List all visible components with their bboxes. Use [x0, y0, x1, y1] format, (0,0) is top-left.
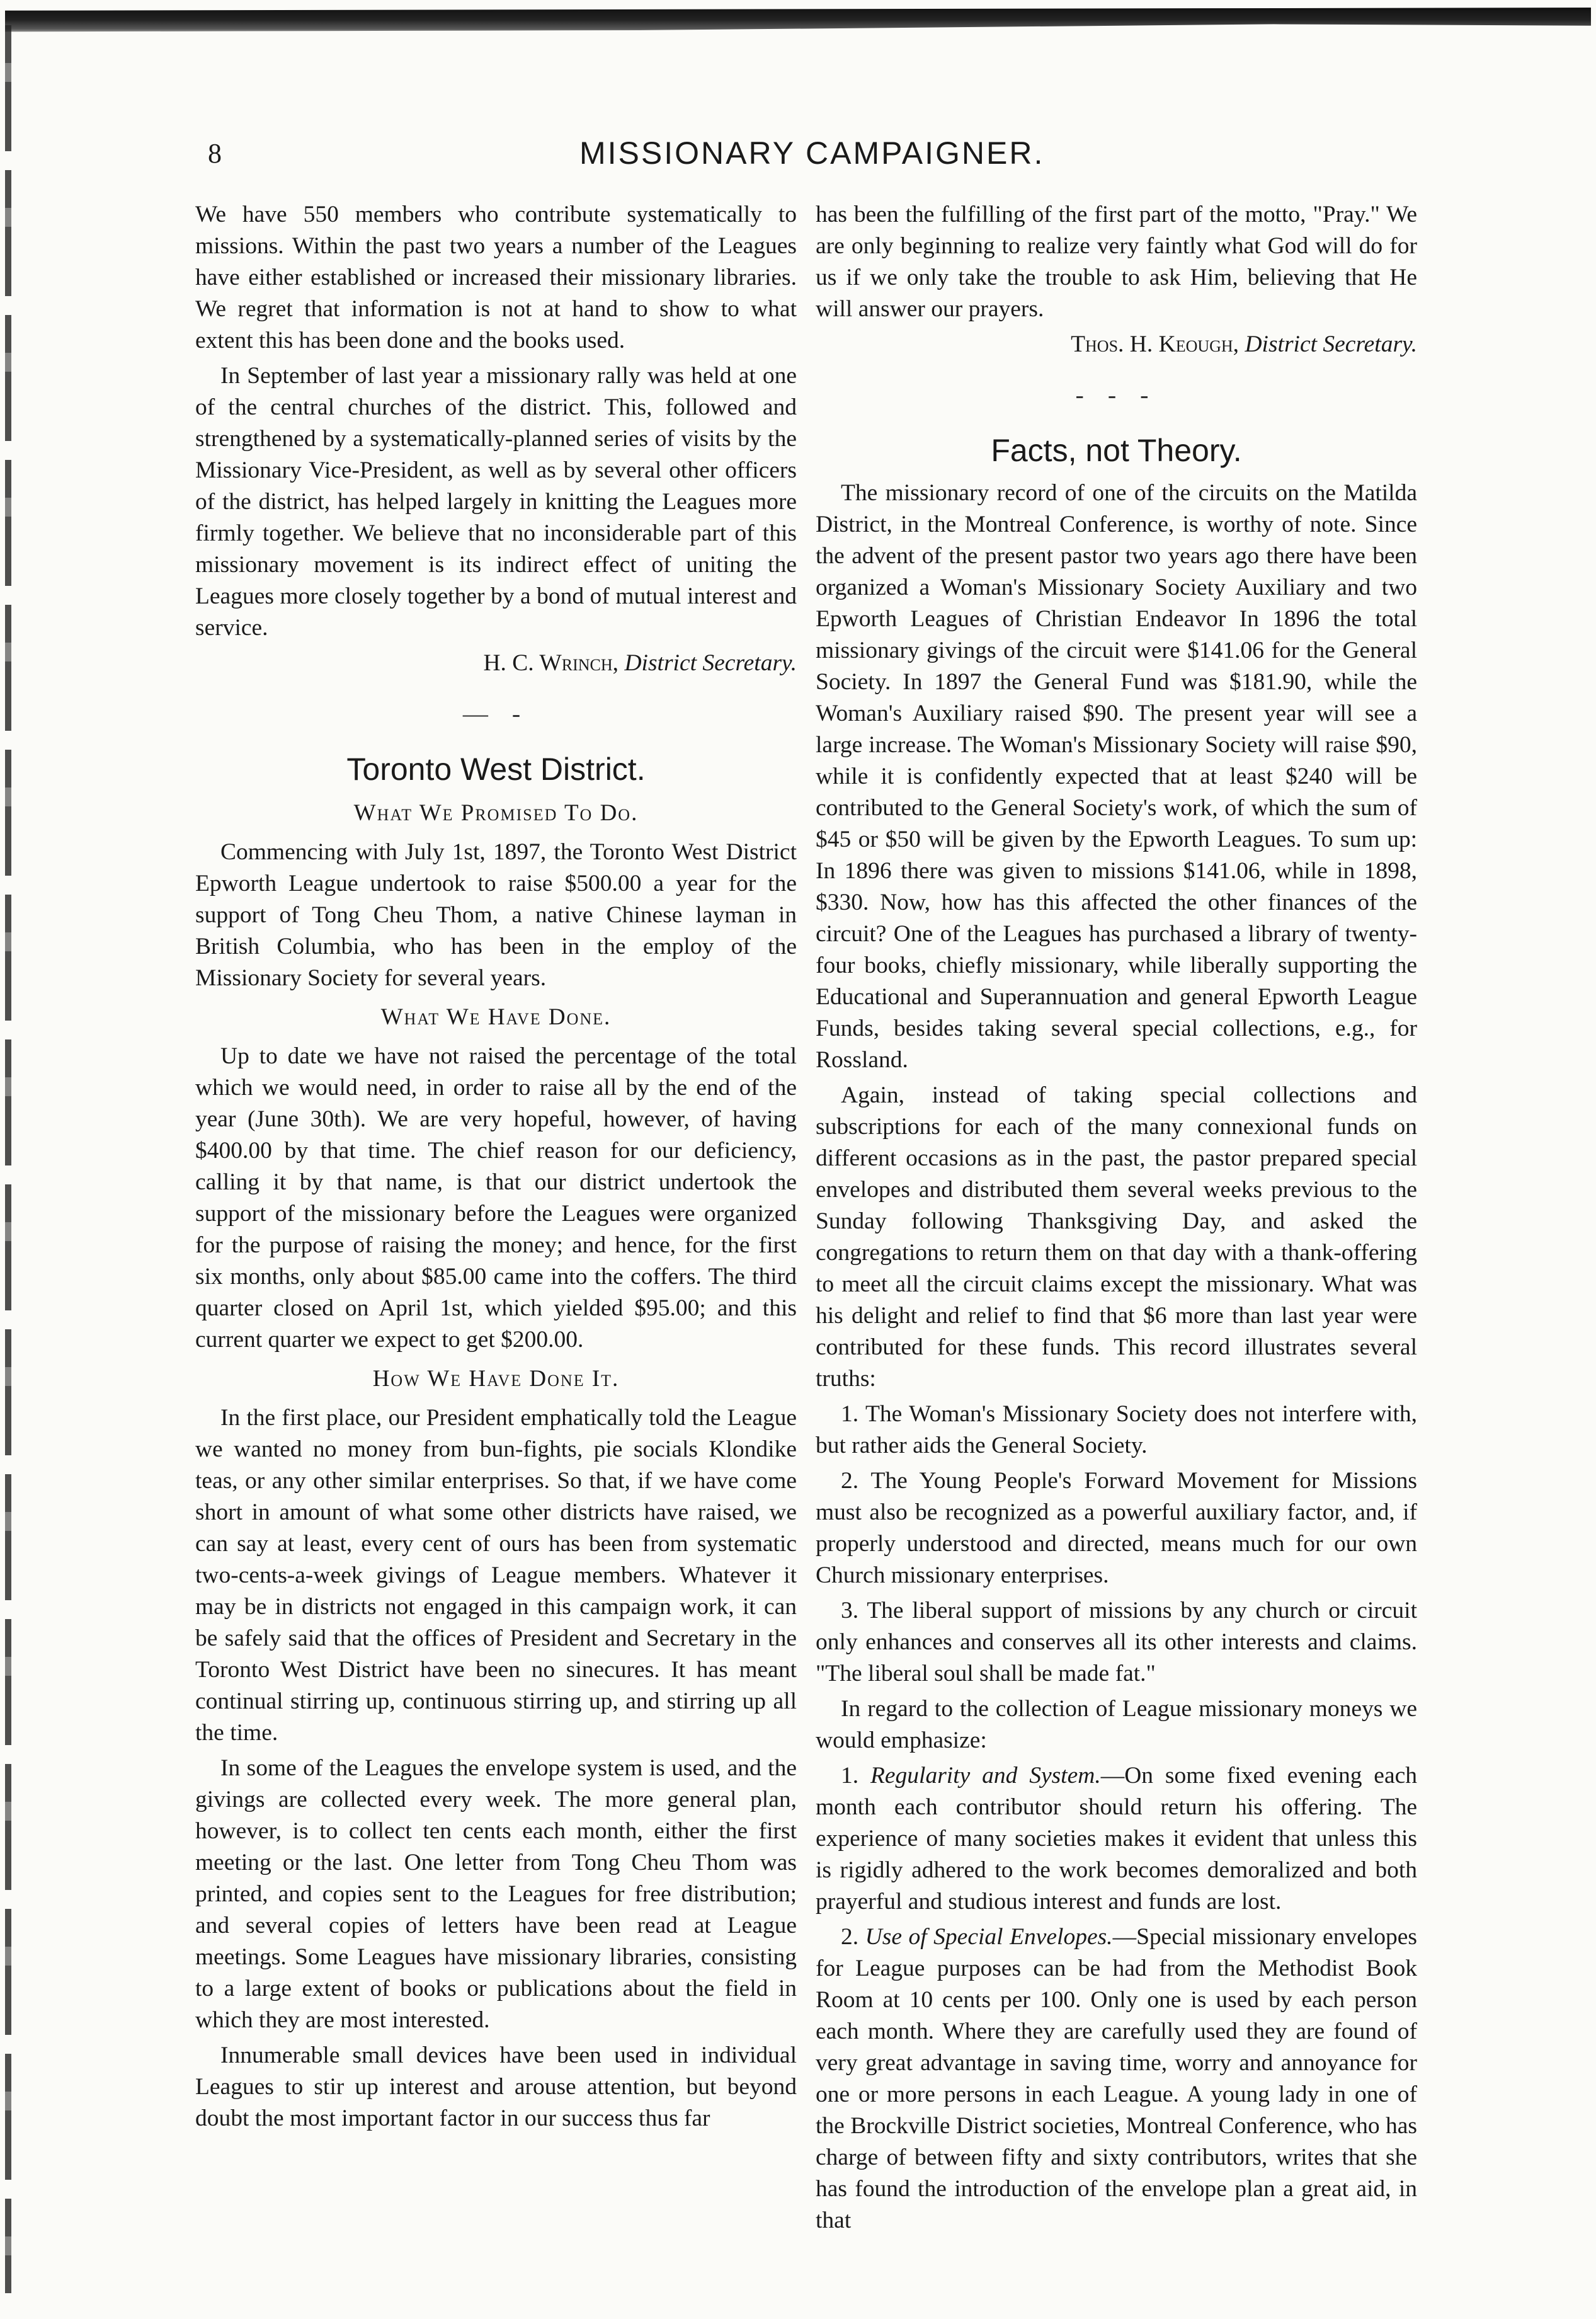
signature-title: District Secretary.: [1245, 331, 1417, 357]
list-item: 3. The liberal support of missions by any church or circuit only enhances and conserves all its other interests and claims. "The liberal soul shall be made fat.": [816, 1598, 1417, 1686]
list-item: 2. The Young People's Forward Movement for Missions must also be recognized as a powerful auxiliary factor, and, if properly understood and directed, means much for our own Church missionary enterprises.: [816, 1468, 1417, 1588]
signature-title: District Secretary.: [624, 650, 797, 676]
subheading: How We Have Done It.: [372, 1366, 620, 1392]
section-divider: - - -: [1075, 381, 1158, 409]
right-column: [816, 199, 1417, 2240]
paragraph: has been the fulfilling of the first part of the motto, "Pray." We are only beginning to realize very faintly what God will do for us if we only take the trouble to ask Him, believing that He will answer our prayers.: [816, 202, 1417, 322]
running-title: MISSIONARY CAMPAIGNER.: [579, 135, 1045, 171]
list-item: [816, 1760, 1417, 1918]
paragraph: In regard to the collection of League missionary moneys we would emphasize:: [816, 1696, 1417, 1753]
list-number: 1.: [841, 1763, 859, 1789]
list-item: 1. The Woman's Missionary Society does not interfere with, but rather aids the General Society.: [816, 1401, 1417, 1458]
page-number: 8: [208, 138, 222, 169]
signature-name: Thos. H. Keough,: [1071, 331, 1240, 357]
page-header: [208, 137, 1480, 181]
left-column: [195, 199, 797, 2138]
list-text: —Special missionary envelopes for League purposes can be had from the Methodist Book Room at 10 cents per 100. Only one is used by each person each month. Where they are carefully used they are found of very great advantage in saving time, worry and annoyance for one or more persons in each League. A young lady in one of the Brockville District societies, Montreal Conference, who has charge of between fifty and sixty contributors, writes that she has found the introduction of the envelope plan a great aid, in that: [816, 1924, 1418, 2233]
left-margin-rule: [5, 25, 11, 2293]
list-heading: Regularity and System.: [870, 1763, 1101, 1789]
signature-name: H. C. Wrinch,: [483, 650, 619, 676]
paragraph: In September of last year a missionary rally was held at one of the central churches of the district. This, followed and strengthened by a systematically-planned series of visits by the Missionary Vice-President, as well as by several other officers of the district, has helped largely in knitting the Leagues more firmly together. We believe that no inconsiderable part of this missionary movement is its indirect effect of uniting the Leagues more closely together by a bond of mutual interest and service.: [195, 363, 797, 641]
list-item: [816, 1921, 1417, 2236]
subheading: What We Have Done.: [380, 1004, 612, 1030]
paragraph: The missionary record of one of the circuits on the Matilda District, in the Montreal Conference, is worthy of note. Since the advent of the present pastor two years ago there have been organized a Woman's Missionary Society Auxiliary and two Epworth Leagues of Christian Endeavor In 1896 the total missionary givings of the circuit were $141.06 for the General Society. In 1897 the General Fund was $181.90, while the Woman's Auxiliary raised $90. The present year will see a large increase. The Woman's Missionary Society will raise $90, while it is confidently expected that at least $240 will be contributed to the General Society's work, of which the sum of $45 or $50 will be given by the Epworth Leagues. To sum up: In 1896 there was given to missions $141.06, while in 1898, $330. Now, how has this affected the other finances of the circuit? One of the Leagues has purchased a library of twenty-four books, chiefly missionary, while liberally supporting the Educational and Superannuation and general Epworth League Funds, besides taking several special collections, e.g., for Rossland.: [816, 480, 1417, 1073]
paragraph: In the first place, our President emphatically told the League we wanted no money from bun-fights, pie socials Klondike teas, or any other similar enterprises. So that, if we have come short in amount of what some other districts have raised, we can say at least, every cent of ours has been from systematic two-cents-a-week givings of League members. Whatever it may be in districts not engaged in this campaign work, it can be safely said that the offices of President and Secretary in the Toronto West District have been no sinecures. It has meant continual stirring up, continuous stirring up, and stirring up all the time.: [195, 1405, 797, 1746]
list-number: 2.: [841, 1924, 859, 1950]
section-title: Facts, not Theory.: [991, 433, 1242, 468]
paragraph: Again, instead of taking special collections and subscriptions for each of the many connexional funds on different occasions as in the past, the pastor prepared special envelopes and distributed them several weeks previous to the Sunday following Thanksgiving Day, and asked the congregations to return them on that day with a thank-offering to meet all the circuit claims except the missionary. What was his delight and relief to find that $6 more than last year were contributed for these funds. This record illustrates several truths:: [816, 1082, 1417, 1392]
section-divider: — -: [462, 699, 530, 728]
paragraph: Commencing with July 1st, 1897, the Toronto West District Epworth League undertook to raise $500.00 a year for the support of Tong Cheu Thom, a native Chinese layman in British Columbia, who has been in the employ of the Missionary Society for several years.: [195, 839, 797, 991]
subheading: What We Promised To Do.: [353, 800, 639, 826]
paragraph: In some of the Leagues the envelope system is used, and the givings are collected every week. The more general plan, however, is to collect ten cents each month, either the first meeting or the last. One letter from Tong Cheu Thom was printed, and copies sent to the Leagues for free distribution; and several copies of letters have been read at League meetings. Some Leagues have missionary libraries, consisting to a large extent of books or publications about the field in which they are most interested.: [195, 1755, 797, 2033]
top-border-rule: [5, 8, 1591, 38]
section-title: Toronto West District.: [346, 752, 646, 787]
paragraph: Innumerable small devices have been used in individual Leagues to stir up interest and arouse attention, but beyond doubt the most important factor in our success thus far: [195, 2042, 797, 2131]
signature: [816, 329, 1417, 360]
list-text: —On some fixed evening each month each contributor should return his offering. The experience of many societies makes it evident that unless this is rigidly adhered to the work becomes demoralized and both prayerful and studious interest and funds are lost.: [816, 1763, 1417, 1915]
list-heading: Use of Special Envelopes.: [865, 1924, 1113, 1950]
paragraph: We have 550 members who contribute systematically to missions. Within the past two years a number of the Leagues have either established or increased their missionary libraries. We regret that information is not at hand to show to what extent this has been done and the books used.: [195, 202, 797, 353]
signature: [195, 648, 797, 679]
paragraph: Up to date we have not raised the percentage of the total which we would need, in order to raise all by the end of the year (June 30th). We are very hopeful, however, of having $400.00 by that time. The chief reason for our deficiency, calling it by that name, is that our district undertook the support of the missionary before the Leagues were organized for the purpose of raising the money; and hence, for the first six months, only about $85.00 came into the coffers. The third quarter closed on April 1st, which yielded $95.00; and this current quarter we expect to get $200.00.: [195, 1043, 797, 1353]
